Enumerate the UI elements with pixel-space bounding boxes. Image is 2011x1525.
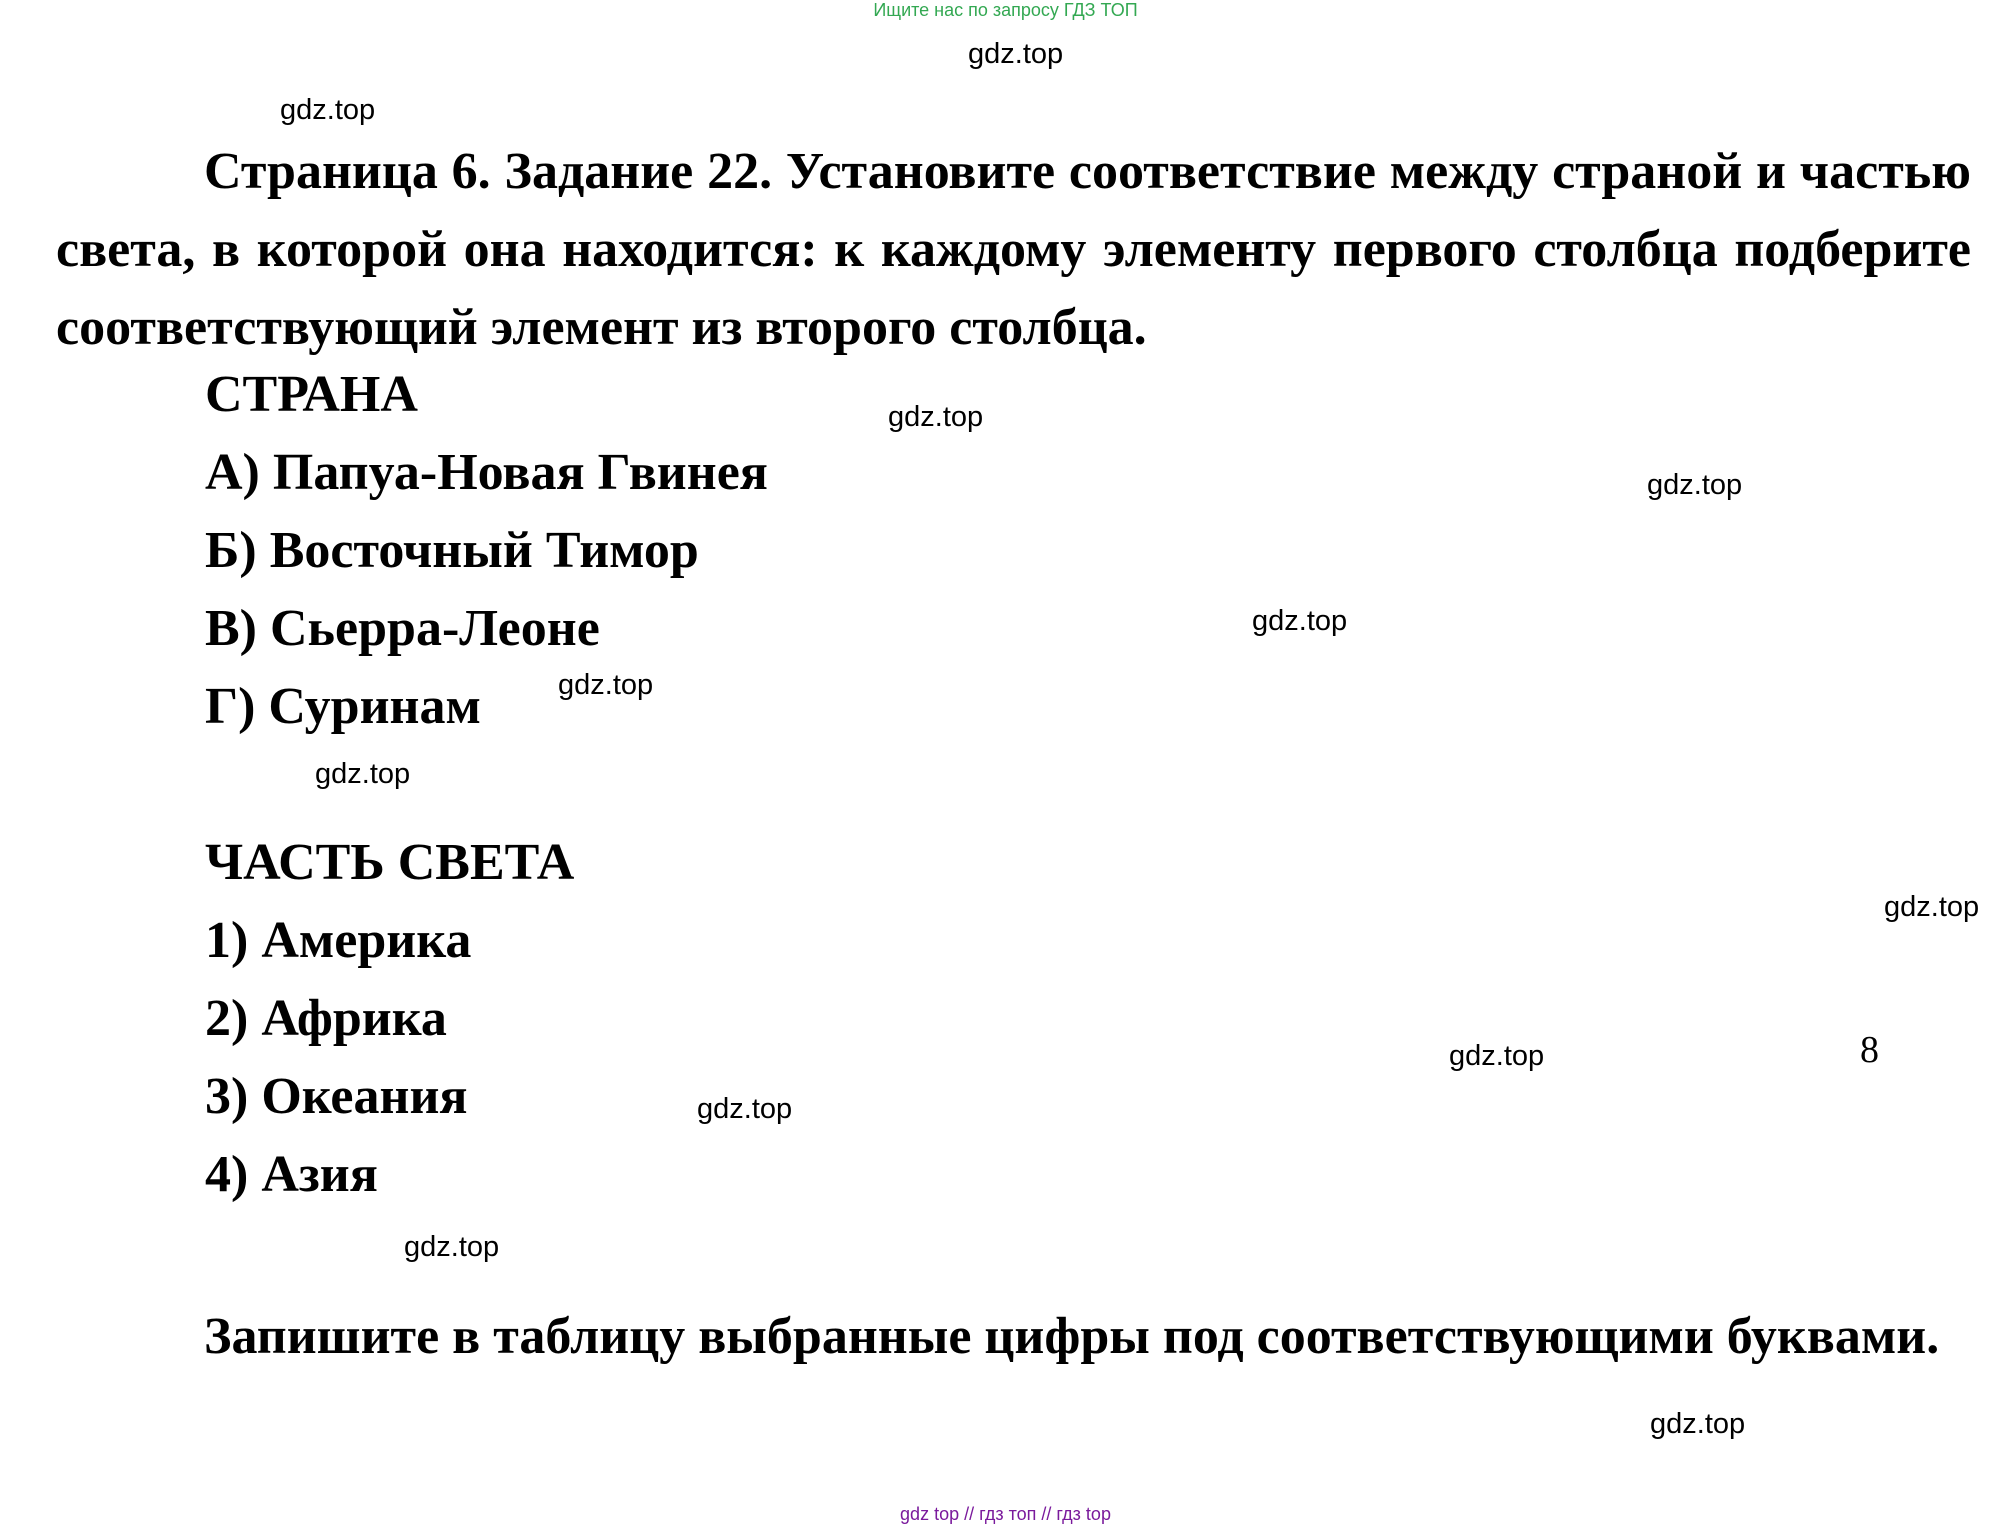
watermark: gdz.top xyxy=(697,1093,793,1125)
watermark: gdz.top xyxy=(1252,605,1348,637)
country-item-v: В) Сьерра-Леоне xyxy=(205,600,600,657)
watermark: gdz.top xyxy=(315,758,411,790)
instruction-text: Запишите в таблицу выбранные цифры под соответствующими буквами. xyxy=(204,1308,1940,1365)
task-title: Страница 6. Задание 22. Установите соответствие между страной и частью света, в которой она находится: к каждому элементу первого столбца подберите соответствующий элемент из второго столбца. xyxy=(56,143,1971,356)
watermark: gdz.top xyxy=(1647,469,1743,501)
continent-item-2: 2) Африка xyxy=(205,990,447,1047)
continent-item-1: 1) Америка xyxy=(205,912,472,969)
bottom-banner: gdz top // гдз топ // гдз top xyxy=(900,1504,1111,1524)
continents-heading: ЧАСТЬ СВЕТА xyxy=(205,834,575,891)
country-item-a: А) Папуа-Новая Гвинея xyxy=(205,444,768,501)
countries-heading: СТРАНА xyxy=(205,366,418,423)
watermark: gdz.top xyxy=(1650,1408,1746,1440)
continent-item-3: 3) Океания xyxy=(205,1068,468,1125)
watermark: gdz.top xyxy=(1449,1040,1545,1072)
watermark: gdz.top xyxy=(1884,891,1980,923)
watermark: gdz.top xyxy=(280,94,376,126)
top-banner: Ищите нас по запросу ГДЗ ТОП xyxy=(873,0,1138,20)
watermark: gdz.top xyxy=(888,401,984,433)
watermark: gdz.top xyxy=(558,669,654,701)
watermark: gdz.top xyxy=(404,1231,500,1263)
continent-item-4: 4) Азия xyxy=(205,1146,378,1203)
page-number: 8 xyxy=(1860,1029,1879,1071)
watermark: gdz.top xyxy=(968,38,1064,70)
country-item-b: Б) Восточный Тимор xyxy=(205,522,699,579)
country-item-g: Г) Суринам xyxy=(205,678,481,735)
